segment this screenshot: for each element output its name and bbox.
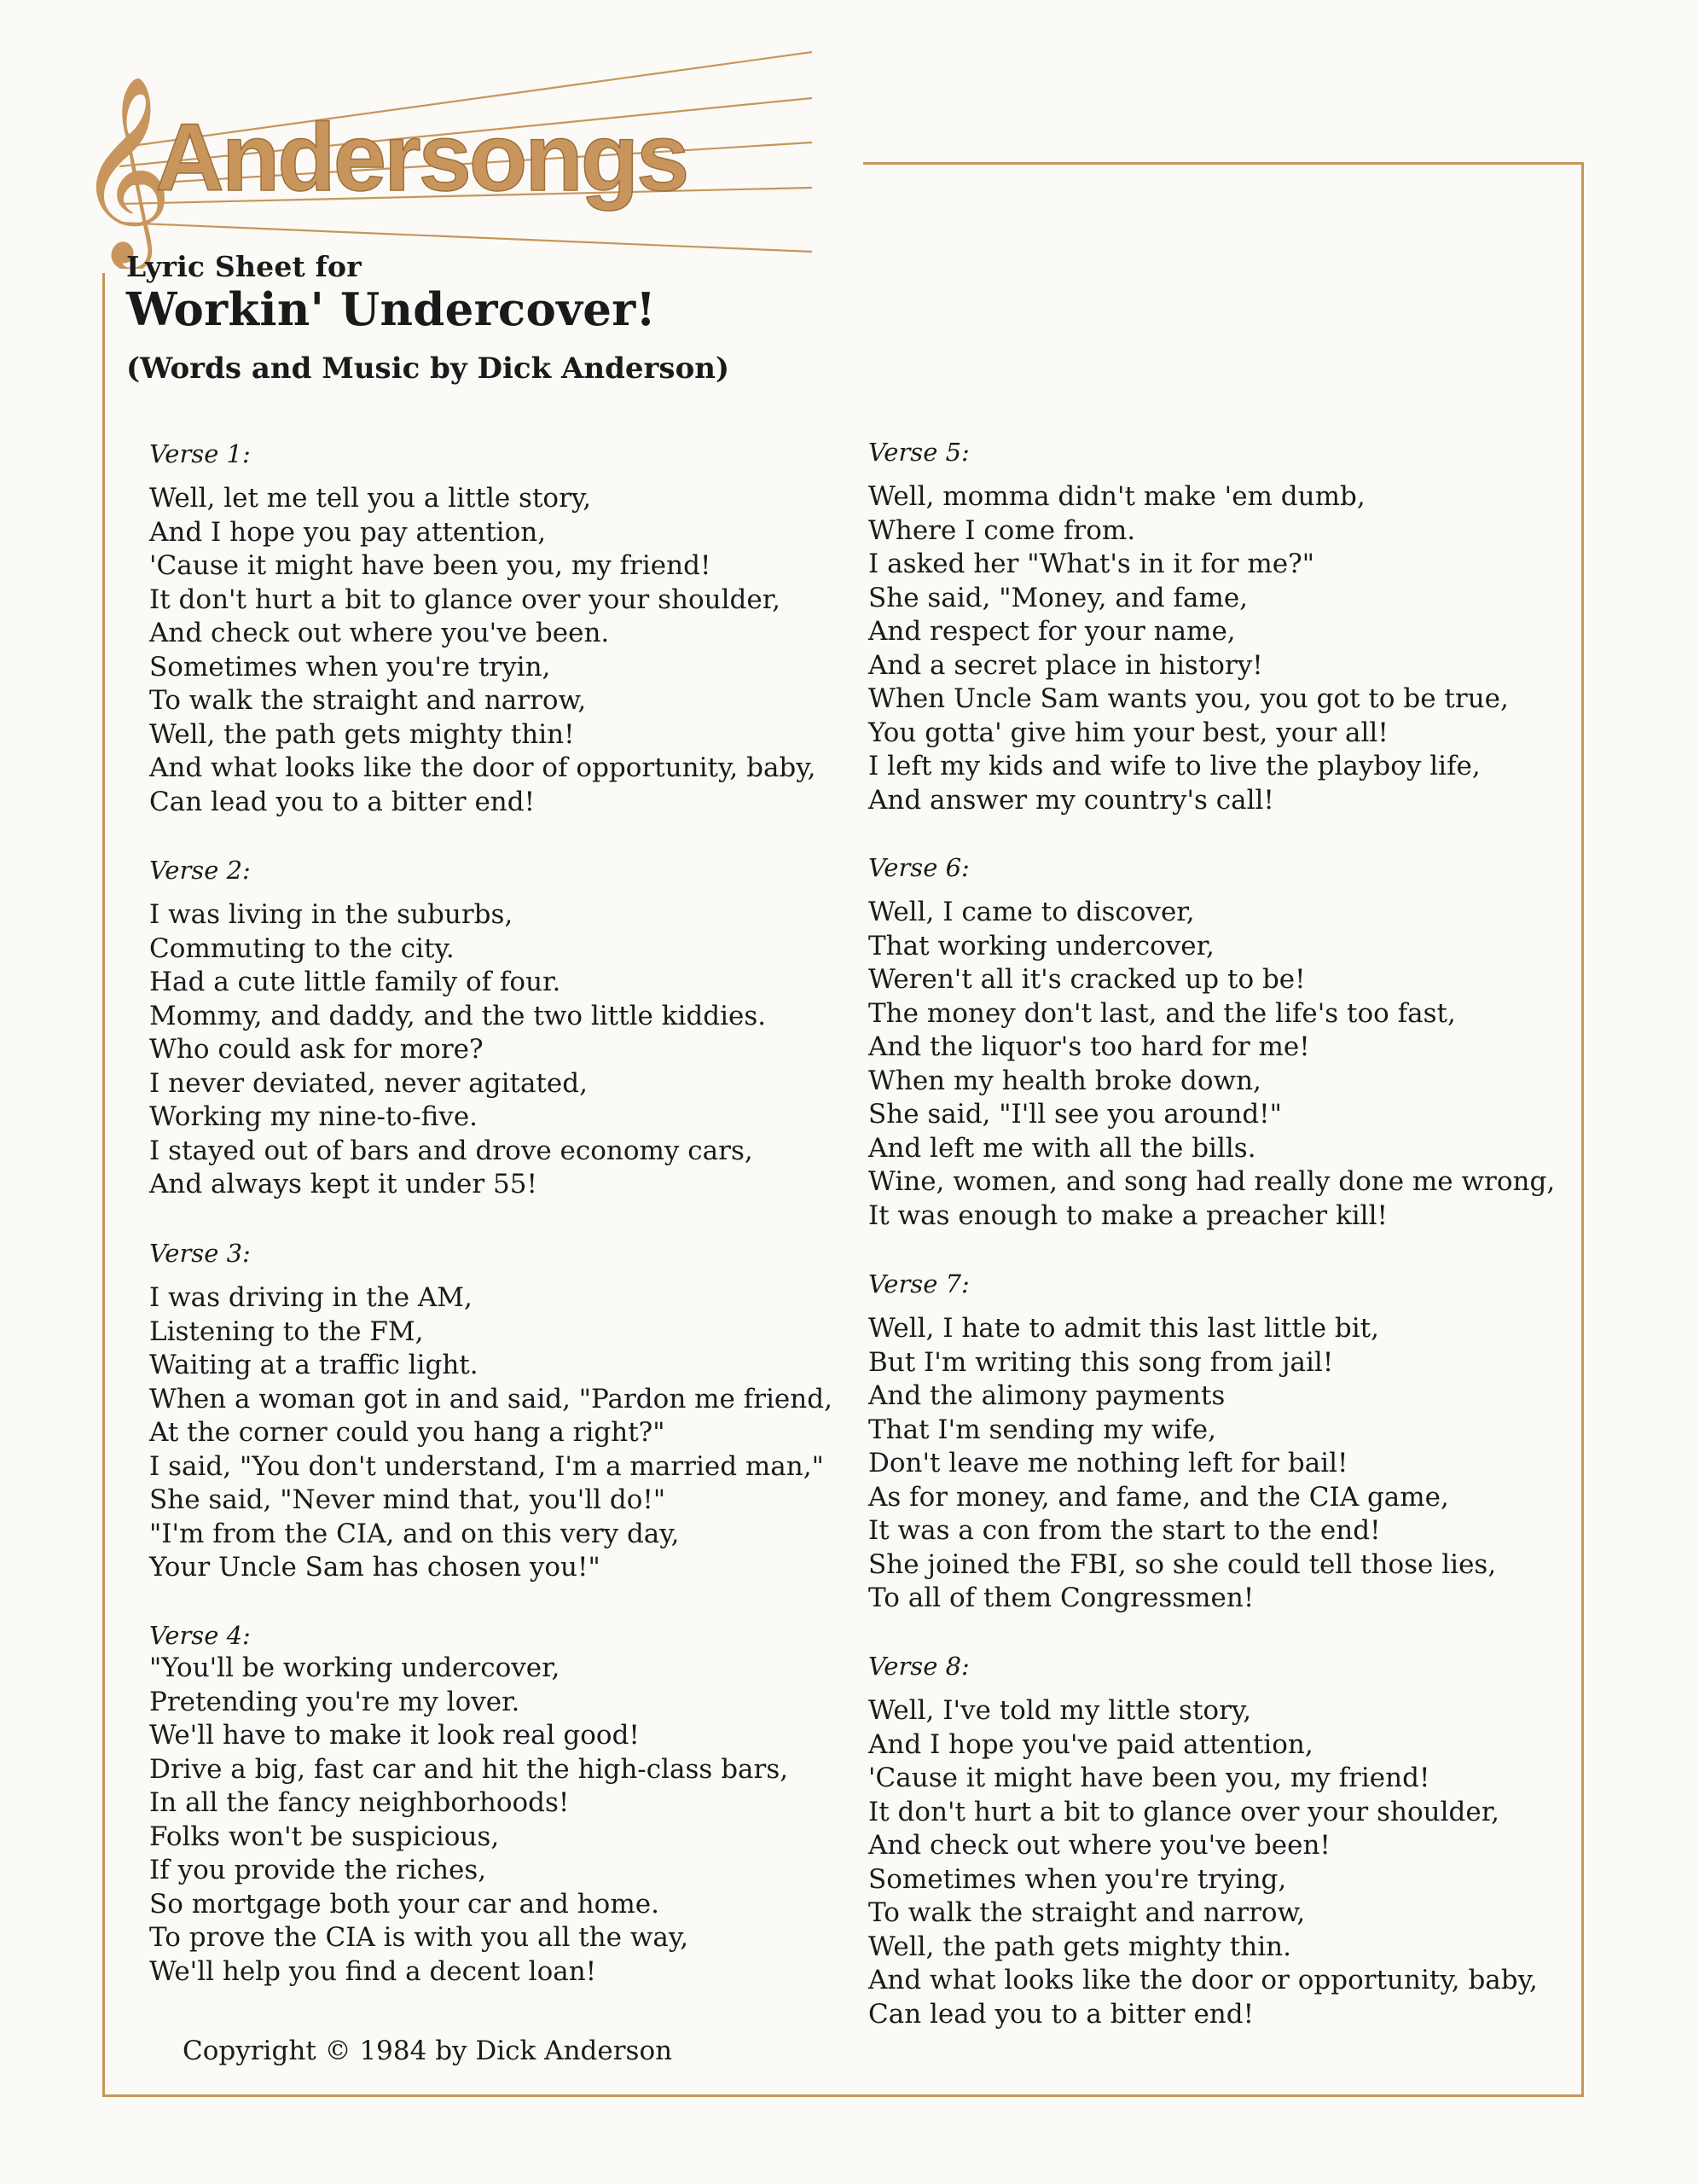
lyric-line: Sometimes when you're tryin, xyxy=(149,651,551,682)
verse-1 xyxy=(149,438,816,819)
lyric-line: Wine, women, and song had really done me wrong, xyxy=(868,1166,1556,1197)
lyric-line: She said, "Never mind that, you'll do!" xyxy=(149,1484,666,1515)
verse-label: Verse 2: xyxy=(149,856,251,885)
verse-label: Verse 1: xyxy=(149,439,251,468)
logo-wordmark: Andersongs xyxy=(155,104,687,211)
verse-8 xyxy=(868,1650,1538,2031)
lyric-line: I was driving in the AM, xyxy=(149,1282,473,1313)
lyric-line: I left my kids and wife to live the playboy life, xyxy=(868,751,1481,781)
verse-label: Verse 6: xyxy=(868,853,970,882)
lyric-line: She joined the FBI, so she could tell those lies, xyxy=(868,1548,1497,1580)
lyric-line: "You'll be working undercover, xyxy=(149,1653,560,1683)
lyric-line: And the alimony payments xyxy=(868,1380,1226,1411)
verse-7 xyxy=(868,1268,1496,1616)
lyric-line: Well, the path gets mighty thin. xyxy=(868,1931,1291,1962)
lyric-line: It don't hurt a bit to glance over your shoulder, xyxy=(149,584,780,615)
frame-top-rule xyxy=(863,162,1584,165)
copyright-notice: Copyright © 1984 by Dick Anderson xyxy=(183,2036,673,2066)
verse-label: Verse 4: xyxy=(149,1621,251,1650)
verse-5 xyxy=(868,436,1509,817)
lyric-line: And I hope you pay attention, xyxy=(149,516,547,548)
lyric-line: And respect for your name, xyxy=(868,616,1236,647)
lyric-line: You gotta' give him your best, your all! xyxy=(868,717,1389,748)
lyric-line: It was enough to make a preacher kill! xyxy=(868,1199,1388,1231)
lyric-line: And I hope you've paid attention, xyxy=(868,1728,1313,1760)
verse-4 xyxy=(149,1619,788,1989)
lyric-line: 'Cause it might have been you, my friend! xyxy=(868,1763,1430,1793)
lyric-line: Waiting at a traffic light. xyxy=(149,1350,478,1380)
lyric-line: That working undercover, xyxy=(868,930,1215,961)
lyric-line: Can lead you to a bitter end! xyxy=(149,786,536,817)
lyric-line: Your Uncle Sam has chosen you!" xyxy=(149,1552,600,1583)
verse-2 xyxy=(149,854,766,1202)
lyric-line: To all of them Congressmen! xyxy=(868,1583,1255,1613)
lyric-line: I was living in the suburbs, xyxy=(149,899,513,930)
lyric-line: Well, momma didn't make 'em dumb, xyxy=(868,481,1366,512)
lyric-line: To walk the straight and narrow, xyxy=(868,1897,1306,1928)
lyric-line: Had a cute little family of four. xyxy=(149,967,561,997)
lyric-line: Well, I hate to admit this last little bit, xyxy=(868,1313,1379,1344)
lyric-line: And a secret place in history! xyxy=(868,649,1263,681)
lyric-line: When a woman got in and said, "Pardon me friend, xyxy=(149,1383,832,1414)
verse-label: Verse 7: xyxy=(868,1269,970,1298)
lyric-line: The money don't last, and the life's too fast, xyxy=(868,997,1456,1029)
lyric-line: If you provide the riches, xyxy=(149,1855,487,1885)
lyric-line: We'll have to make it look real good! xyxy=(149,1720,640,1751)
lyric-line: Pretending you're my lover. xyxy=(149,1686,520,1717)
lyric-line: It don't hurt a bit to glance over your shoulder, xyxy=(868,1796,1499,1827)
lyric-line: And what looks like the door or opportunity, baby, xyxy=(868,1965,1538,1995)
lyric-line: Mommy, and daddy, and the two little kiddies. xyxy=(149,1000,767,1031)
lyric-line: And check out where you've been. xyxy=(149,618,610,648)
lyric-line: Well, I came to discover, xyxy=(868,897,1195,927)
lyric-line: It was a con from the start to the end! xyxy=(868,1515,1381,1546)
lyric-line: Well, I've told my little story, xyxy=(868,1695,1252,1726)
lyric-line: Folks won't be suspicious, xyxy=(149,1821,500,1852)
lyric-line: And check out where you've been! xyxy=(868,1830,1331,1861)
lyric-line: Drive a big, fast car and hit the high-class bars, xyxy=(149,1753,789,1785)
lyric-line: I said, "You don't understand, I'm a married man," xyxy=(149,1450,824,1482)
verse-label: Verse 3: xyxy=(149,1239,251,1268)
lyric-line: Can lead you to a bitter end! xyxy=(868,1998,1255,2030)
frame-left-rule xyxy=(102,273,105,2097)
lyric-line: And what looks like the door of opportunity, baby, xyxy=(149,752,816,783)
frame-bottom-rule xyxy=(102,2094,1584,2097)
verse-label: Verse 5: xyxy=(868,438,970,467)
lyric-line: And left me with all the bills. xyxy=(868,1132,1256,1164)
verse-3 xyxy=(149,1237,832,1585)
lyric-line: I never deviated, never agitated, xyxy=(149,1067,588,1099)
lyric-line: To prove the CIA is with you all the way, xyxy=(149,1922,689,1953)
lyric-line: Sometimes when you're trying, xyxy=(868,1863,1287,1895)
lyric-line: Listening to the FM, xyxy=(149,1316,424,1347)
lyric-line: Working my nine-to-five. xyxy=(149,1101,478,1132)
svg-text:𝄞: 𝄞 xyxy=(77,74,173,263)
lyric-line: 'Cause it might have been you, my friend! xyxy=(149,550,711,581)
andersongs-logo xyxy=(77,47,827,269)
lyric-line: She said, "I'll see you around!" xyxy=(868,1099,1282,1130)
lyric-line: Commuting to the city. xyxy=(149,932,455,964)
lyric-line: As for money, and fame, and the CIA game, xyxy=(868,1481,1449,1513)
lyric-line: And always kept it under 55! xyxy=(149,1169,537,1199)
lyric-line: Where I come from. xyxy=(868,514,1136,546)
lyric-line: I asked her "What's in it for me?" xyxy=(868,549,1315,579)
lyric-line: When my health broke down, xyxy=(868,1065,1261,1096)
song-title: Workin' Undercover! xyxy=(126,283,657,336)
lyric-line: Weren't all it's cracked up to be! xyxy=(868,964,1306,995)
lyric-line: In all the fancy neighborhoods! xyxy=(149,1787,570,1818)
verse-6 xyxy=(868,851,1555,1233)
lyric-line: When Uncle Sam wants you, you got to be true, xyxy=(868,683,1509,714)
lyric-line: At the corner could you hang a right?" xyxy=(149,1417,665,1448)
verse-label: Verse 8: xyxy=(868,1652,970,1681)
lyric-line: We'll help you find a decent loan! xyxy=(149,1955,597,1987)
lyric-line: Well, the path gets mighty thin! xyxy=(149,718,575,750)
lyric-line: Well, let me tell you a little story, xyxy=(149,483,592,514)
lyric-line: And the liquor's too hard for me! xyxy=(868,1031,1310,1062)
lyric-line: Don't leave me nothing left for bail! xyxy=(868,1448,1348,1478)
lyric-line: So mortgage both your car and home. xyxy=(149,1888,659,1920)
frame-right-rule xyxy=(1581,162,1584,2096)
song-credit: (Words and Music by Dick Anderson) xyxy=(126,351,730,386)
lyric-line: To walk the straight and narrow, xyxy=(149,685,587,716)
lyric-line: Who could ask for more? xyxy=(149,1034,484,1065)
lyric-line: She said, "Money, and fame, xyxy=(868,582,1249,613)
lyric-line: That I'm sending my wife, xyxy=(868,1414,1216,1445)
lyric-sheet-subhead: Lyric Sheet for xyxy=(126,250,362,283)
lyric-line: But I'm writing this song from jail! xyxy=(868,1346,1334,1378)
lyric-line: "I'm from the CIA, and on this very day, xyxy=(149,1518,680,1549)
lyric-line: And answer my country's call! xyxy=(868,784,1274,816)
lyric-line: I stayed out of bars and drove economy cars, xyxy=(149,1135,753,1166)
